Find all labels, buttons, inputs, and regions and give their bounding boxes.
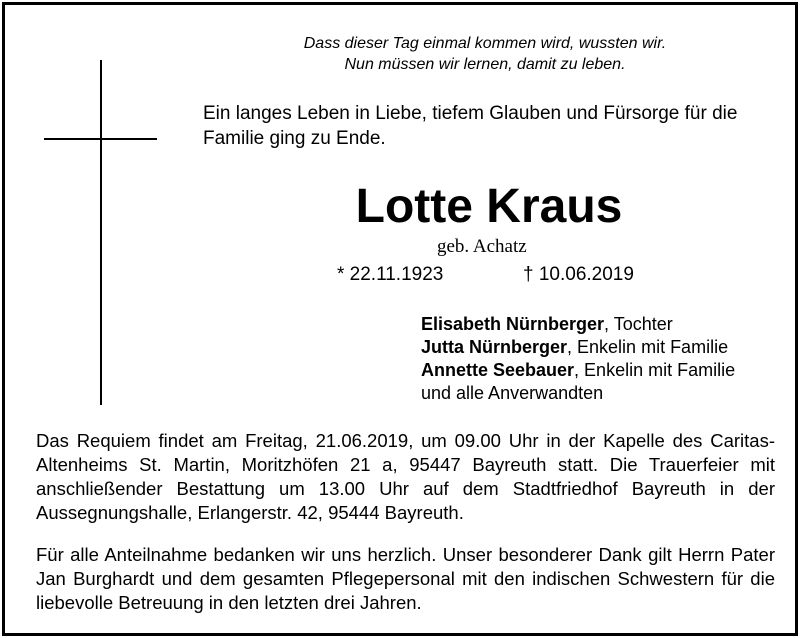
mourner-relation: , Tochter <box>604 314 673 334</box>
thanks-paragraph: Für alle Anteilnahme bedanken wir uns herzlich. Unser besonderer Dank gilt Herrn Pater Jan Burghardt und dem gesamten Pflegepersonal mit den indischen Schwestern für die liebevolle Betreuung in den letzten drei Jahren. <box>36 544 775 613</box>
mourner-relation: , Enkelin mit Familie <box>574 360 736 380</box>
requiem-paragraph: Das Requiem findet am Freitag, 21.06.2019, um 09.00 Uhr in der Kapelle des Caritas-Altenheims St. Martin, Moritzhöfen 21 a, 95447 Bayreuth statt. Die Trauerfeier mit anschließender Bestattung um 13.00 Uhr auf dem Stadtfriedhof Bayreuth in der Aussegnungshalle, Erlangerstr. 42, 95444 Bayreuth. <box>36 430 775 523</box>
mourner-row <box>421 359 781 382</box>
birth-date: * 22.11.1923 <box>337 264 444 285</box>
mourner-relation: , Enkelin mit Familie <box>567 337 729 357</box>
death-date: † 10.06.2019 <box>523 264 634 285</box>
mourners-closing: und alle Anverwandten <box>421 383 604 403</box>
intro-text: Ein langes Leben in Liebe, tiefem Glauben und Fürsorge für die Familie ging zu Ende. <box>203 103 738 149</box>
opening-quote <box>205 33 765 75</box>
mourner-row <box>421 336 781 359</box>
quote-line-1: Dass dieser Tag einmal kommen wird, wussten wir. <box>303 35 667 52</box>
deceased-name: Lotte Kraus <box>355 180 623 233</box>
mourner-row <box>421 313 781 336</box>
maiden-name: geb. Achatz <box>437 236 527 257</box>
mourners-list <box>421 313 781 405</box>
obituary-notice <box>2 2 798 636</box>
mourner-name: Jutta Nürnberger <box>421 337 568 357</box>
cross-symbol-vertical <box>100 60 102 405</box>
quote-line-2: Nun müssen wir lernen, damit zu leben. <box>344 56 626 73</box>
cross-symbol-horizontal <box>44 138 157 140</box>
mourner-name: Elisabeth Nürnberger <box>421 314 605 334</box>
mourner-name: Annette Seebauer <box>421 360 575 380</box>
